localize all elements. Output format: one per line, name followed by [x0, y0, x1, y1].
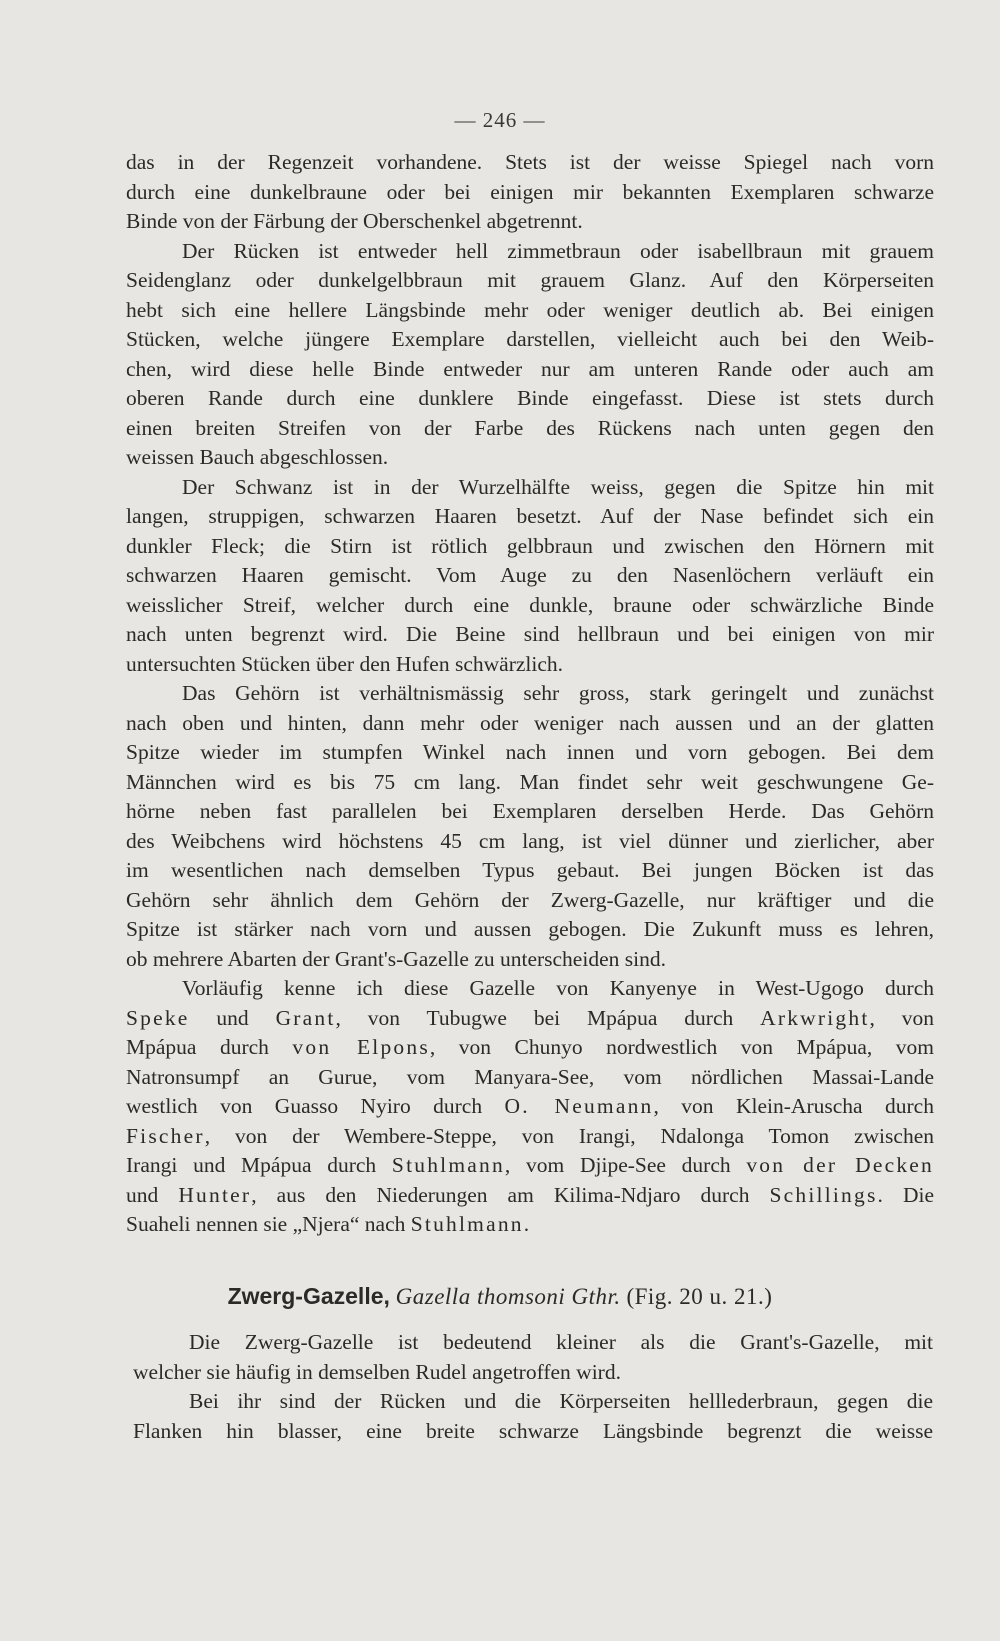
text-line: Natronsumpf an Gurue, vom Manyara-See, vom nördlichen Massai-Lande	[126, 1064, 934, 1089]
text-line: nach unten begrenzt wird. Die Beine sind hellbraun und bei einigen von mir	[126, 622, 934, 646]
text-run: , aus den Niederungen am Kilima-Ndjaro durch	[251, 1182, 770, 1207]
text-line: einen breiten Streifen von der Farbe des Rückens nach unten gegen den	[126, 415, 934, 440]
person-name: Grant	[275, 1005, 336, 1030]
text-line: das in der Regenzeit vorhandene. Stets ist der weisse Spiegel nach vorn	[126, 150, 934, 174]
text-line: Spitze ist stärker nach vorn und aussen gebogen. Die Zukunft muss es lehren,	[126, 917, 934, 941]
text-run: . Die	[877, 1182, 935, 1207]
text-line: weissen Bauch abgeschlossen.	[126, 445, 389, 469]
text-line: Bei ihr sind der Rücken und die Körperseiten helllederbraun, gegen die	[189, 1389, 933, 1413]
text-line: hebt sich eine hellere Längsbinde mehr oder weniger deutlich ab. Bei einigen	[126, 297, 934, 322]
person-name: von Elpons	[292, 1035, 430, 1059]
person-name: Arkwright	[760, 1005, 870, 1030]
text-line	[126, 1033, 934, 1063]
text-line: Binde von der Färbung der Oberschenkel abgetrennt.	[126, 209, 583, 233]
text-run: , vom Djipe-See durch	[504, 1153, 747, 1177]
heading-latin-name: Gazella thomsoni Gthr.	[395, 1284, 621, 1309]
text-line	[126, 1004, 934, 1034]
text-line: oberen Rande durch eine dunklere Binde eingefasst. Diese ist stets durch	[126, 386, 934, 410]
text-run: und	[126, 1182, 179, 1207]
text-line	[126, 1181, 934, 1211]
text-line: Der Schwanz ist in der Wurzelhälfte weiss, gegen die Spitze hin mit	[182, 474, 934, 499]
text-line: Stücken, welche jüngere Exemplare darstellen, vielleicht auch bei den Weib-	[126, 327, 934, 351]
text-line: Flanken hin blasser, eine breite schwarze Längsbinde begrenzt die weisse	[133, 1418, 933, 1443]
person-name: Speke	[126, 1005, 190, 1030]
text-line	[126, 1122, 934, 1152]
text-run: , von Klein-Aruscha durch	[653, 1094, 934, 1118]
text-line: dunkler Fleck; die Stirn ist rötlich gelbbraun und zwischen den Hörnern mit	[126, 533, 934, 558]
text-line: Das Gehörn ist verhältnismässig sehr gross, stark geringelt und zunächst	[182, 681, 934, 705]
text-run: Suaheli nennen sie „Njera“ nach	[126, 1212, 411, 1236]
text-line: des Weibchens wird höchstens 45 cm lang, ist viel dünner und zierlicher, aber	[126, 828, 934, 853]
page-number: — 246 —	[454, 108, 546, 132]
text-run: Irangi und Mpápua durch	[126, 1153, 392, 1177]
text-line: untersuchten Stücken über den Hufen schwärzlich.	[126, 651, 564, 676]
text-run: , von Chunyo nordwestlich von Mpápua, vom	[429, 1035, 935, 1059]
text-line: welcher sie häufig in demselben Rudel angetroffen wird.	[133, 1359, 621, 1384]
person-name: Schillings	[769, 1182, 878, 1207]
text-line: schwarzen Haaren gemischt. Vom Auge zu den Nasenlöchern verläuft ein	[126, 563, 934, 587]
text-run: Mpápua durch	[126, 1035, 293, 1059]
heading-figure-ref: (Fig. 20 u. 21.)	[626, 1284, 773, 1309]
text-run: .	[523, 1212, 530, 1236]
text-line	[126, 1151, 934, 1181]
text-line: ob mehrere Abarten der Grant's-Gazelle zu unterscheiden sind.	[126, 946, 666, 971]
text-line: Der Rücken ist entweder hell zimmetbraun oder isabellbraun mit grauem	[182, 238, 934, 263]
person-name: von der Decken	[746, 1153, 934, 1177]
person-name: Stuhlmann	[410, 1212, 524, 1236]
person-name: Fischer	[126, 1123, 205, 1148]
text-line: weisslicher Streif, welcher durch eine dunkle, braune oder schwärzliche Binde	[126, 592, 934, 617]
text-run: und	[189, 1005, 276, 1030]
person-name: Hunter	[178, 1182, 252, 1207]
text-line: Spitze wieder im stumpfen Winkel nach innen und vorn gebogen. Bei dem	[126, 740, 934, 764]
text-run: , von	[869, 1005, 935, 1030]
text-line: nach oben und hinten, dann mehr oder weniger nach aussen und an der glatten	[126, 710, 934, 735]
text-line: chen, wird diese helle Binde entweder nur am unteren Rande oder auch am	[126, 356, 934, 381]
text-line: Männchen wird es bis 75 cm lang. Man findet sehr weit geschwungene Ge-	[126, 769, 934, 794]
person-name: Stuhlmann	[391, 1153, 505, 1177]
text-line: Seidenglanz oder dunkelgelbbraun mit grauem Glanz. Auf den Körperseiten	[126, 268, 934, 292]
body-text-block-2	[133, 1328, 933, 1446]
text-line	[126, 1210, 934, 1240]
heading-common-name: Zwerg-Gazelle,	[227, 1283, 390, 1309]
text-run: , von der Wembere-Steppe, von Irangi, Ndalonga Tomon zwischen	[204, 1123, 934, 1148]
text-line: im wesentlichen nach demselben Typus gebaut. Bei jungen Böcken ist das	[126, 858, 934, 882]
text-run: , von Tubugwe bei Mpápua durch	[335, 1005, 761, 1030]
text-line: Gehörn sehr ähnlich dem Gehörn der Zwerg-Gazelle, nur kräftiger und die	[126, 887, 934, 912]
text-run: westlich von Guasso Nyiro durch	[126, 1094, 505, 1118]
text-line: durch eine dunkelbraune oder bei einigen mir bekannten Exemplaren schwarze	[126, 179, 934, 204]
body-text-block	[126, 148, 934, 1240]
section-heading	[0, 1283, 1000, 1310]
person-name: O. Neumann	[504, 1094, 654, 1118]
text-line: hörne neben fast parallelen bei Exemplaren derselben Herde. Das Gehörn	[126, 799, 934, 823]
text-line: langen, struppigen, schwarzen Haaren besetzt. Auf der Nase befindet sich ein	[126, 504, 934, 528]
text-line: Vorläufig kenne ich diese Gazelle von Kanyenye in West-Ugogo durch	[182, 976, 934, 1000]
text-line	[126, 1092, 934, 1122]
text-line: Die Zwerg-Gazelle ist bedeutend kleiner als die Grant's-Gazelle, mit	[189, 1330, 933, 1354]
